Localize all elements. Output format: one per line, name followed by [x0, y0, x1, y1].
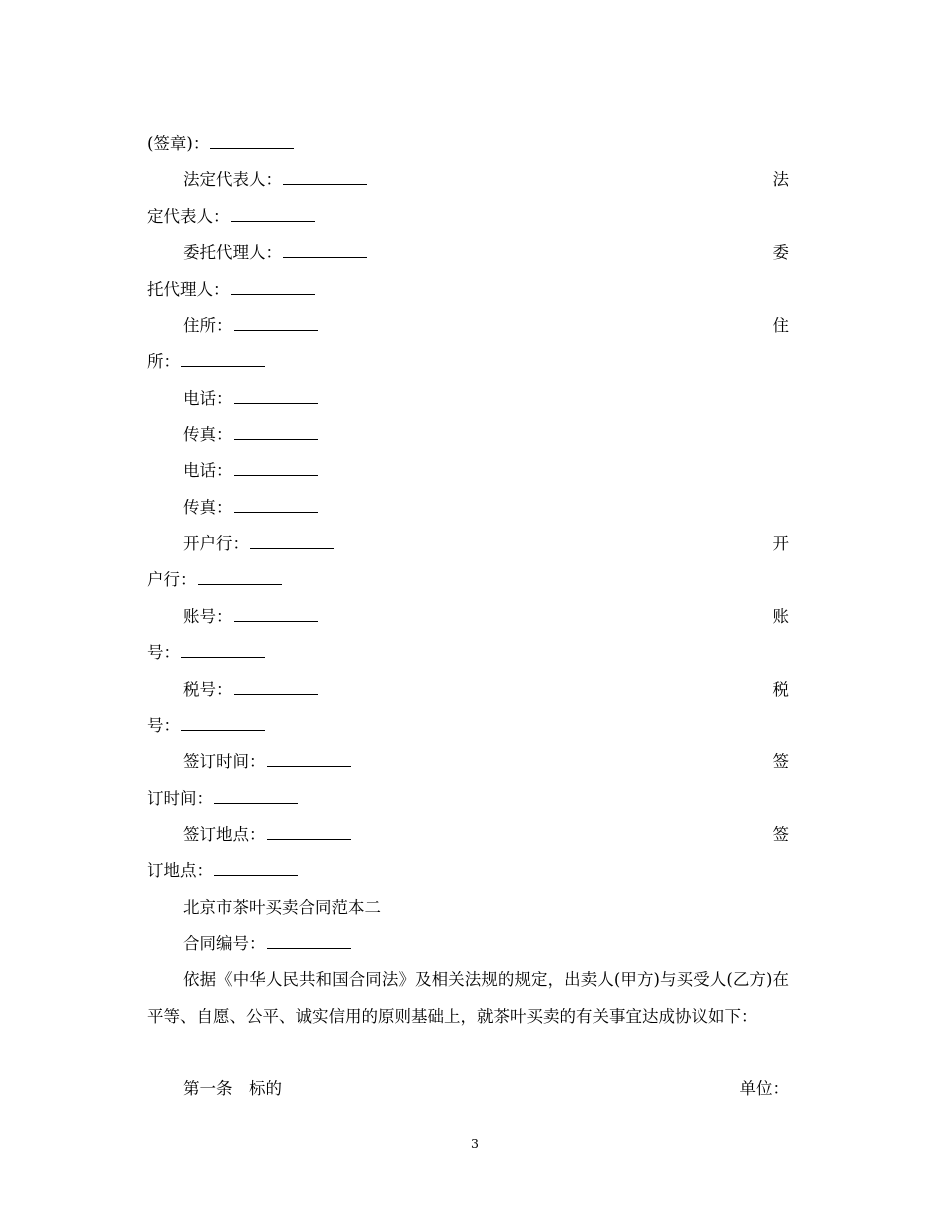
address-line-b: 所： — [147, 350, 789, 374]
agent-line-a: 委托代理人： 委 — [183, 243, 789, 262]
bank-line-a: 开户行： 开 — [183, 534, 789, 553]
tax-line-b: 号： — [147, 714, 789, 738]
phone-line-1: 电话： — [183, 387, 789, 411]
fill-blank — [231, 206, 315, 222]
address-line-a: 住所： 住 — [183, 316, 789, 335]
fill-blank — [234, 460, 318, 476]
fax-line-2: 传真： — [183, 496, 789, 520]
legal-rep-line-b: 定代表人： — [147, 205, 789, 229]
fill-blank — [234, 679, 318, 695]
fill-blank — [283, 169, 367, 185]
fill-blank — [234, 388, 318, 404]
legal-rep-line-a: 法定代表人： 法 — [183, 170, 789, 189]
fill-blank — [181, 715, 265, 731]
phone-line-2: 电话： — [183, 459, 789, 483]
fill-blank — [234, 497, 318, 513]
fill-blank — [234, 606, 318, 622]
sign-place-line-a: 签订地点： 签 — [183, 825, 789, 844]
article-1-line: 第一条 标的 单位： — [183, 1079, 789, 1098]
section-title: 北京市茶叶买卖合同范本二 — [183, 898, 381, 917]
fax-line-1: 传真： — [183, 423, 789, 447]
intro-paragraph: 依据《中华人民共和国合同法》及相关法规的规定，出卖人(甲方)与买受人(乙方)在平等、自愿、公平、诚实信用的原则基础上，就茶叶买卖的有关事宜达成协议如下： — [147, 970, 789, 1026]
fill-blank — [214, 860, 298, 876]
sign-time-line-b: 订时间： — [147, 787, 789, 811]
fill-blank — [234, 315, 318, 331]
account-line-b: 号： — [147, 641, 789, 665]
account-line-a: 账号： 账 — [183, 607, 789, 626]
fill-blank — [267, 751, 351, 767]
fill-blank — [231, 279, 315, 295]
seal-line: (签章)： — [147, 132, 789, 156]
fill-blank — [210, 133, 294, 149]
tax-line-a: 税号： 税 — [183, 680, 789, 699]
fill-blank — [267, 824, 351, 840]
fill-blank — [283, 242, 367, 258]
fill-blank — [214, 788, 298, 804]
fill-blank — [250, 533, 334, 549]
fill-blank — [267, 933, 351, 949]
sign-place-line-b: 订地点： — [147, 859, 789, 883]
agent-line-b: 托代理人： — [147, 278, 789, 302]
fill-blank — [181, 642, 265, 658]
fill-blank — [198, 569, 282, 585]
fill-blank — [234, 424, 318, 440]
fill-blank — [181, 351, 265, 367]
sign-time-line-a: 签订时间： 签 — [183, 752, 789, 771]
contract-number-line: 合同编号： — [183, 932, 789, 956]
bank-line-b: 户行： — [147, 568, 789, 592]
page-number: 3 — [471, 1136, 479, 1151]
